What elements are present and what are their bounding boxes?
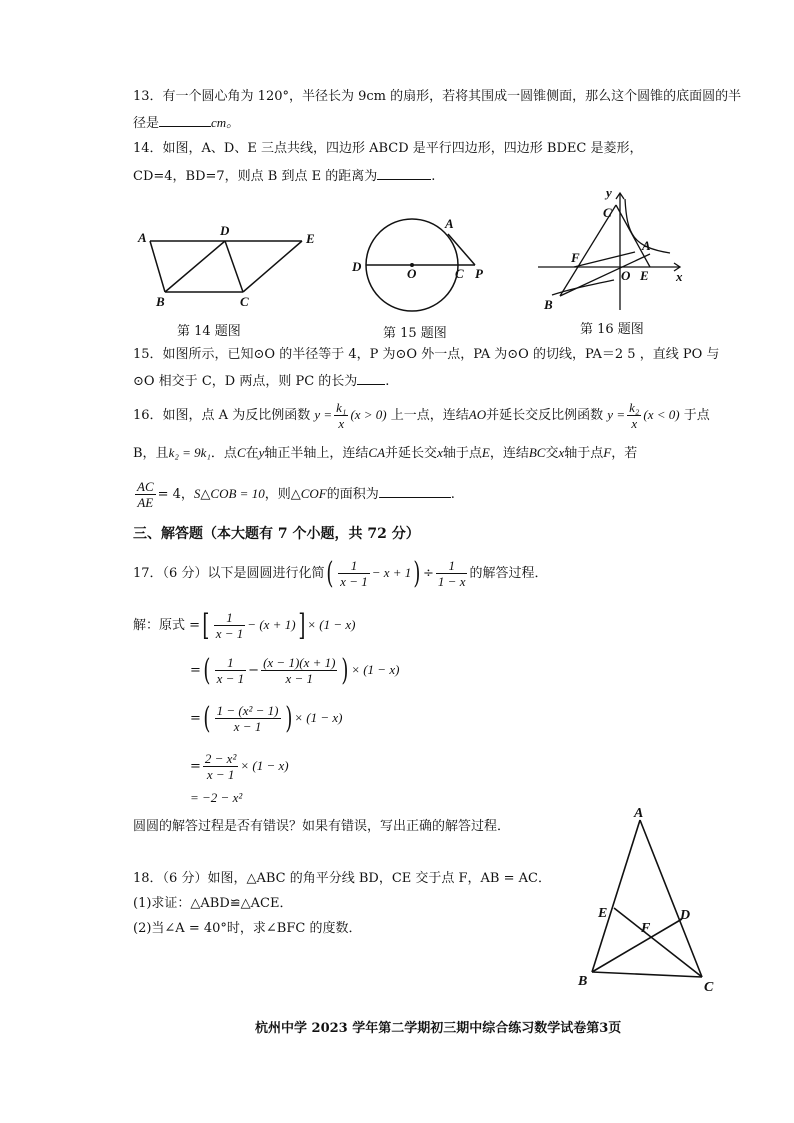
- figure-18: [570, 805, 720, 1000]
- q17-question: 圆圆的解答过程是否有错误？如果有错误，写出正确的解答过程．: [133, 819, 511, 834]
- fig15-label-a: A: [445, 216, 454, 231]
- q14-line2: CD=4，BD=7，则点 B 到点 E 的距离为 .: [133, 169, 436, 184]
- fig16-label-x: x: [676, 269, 683, 284]
- fig14-label-e: E: [306, 231, 315, 246]
- q17-step4: = $\frac{\text{2 − x²}}{x - 1}$ × (1 − x): [190, 751, 289, 782]
- q15-line2: ⊙O 相交于 C，D 两点，则 PC 的长为 .: [133, 374, 390, 389]
- q17-step2: =( $\frac{1}{x - 1}$ − $\frac{(x - 1)(x + 1)}{x - 1}$ ) × (1 − x): [190, 652, 400, 688]
- fig15-label-p: P: [475, 266, 483, 281]
- fig16-label-f: F: [571, 250, 580, 265]
- fig16-label-b: B: [544, 297, 553, 312]
- fig18-label-b: B: [578, 974, 588, 989]
- q18-line1: 18．（6 分）如图，△ABC 的角平分线 BD，CE 交于点 F，AB = AC．: [133, 871, 551, 886]
- fig16-caption: 第 16 题图: [580, 322, 644, 337]
- fig18-label-e: E: [598, 906, 608, 921]
- q17-step3: =( $\frac{\text{1 − (x² − 1)}}{x - 1}$ ) × (1 − x): [190, 700, 343, 736]
- q17-step1: 解：原式 =[ $\frac{1}{x - 1}$ − (x + 1)] × (1 − x): [133, 607, 356, 643]
- fig18-label-c: C: [704, 980, 714, 995]
- fig16-label-y: y: [606, 185, 612, 200]
- fig14-caption: 第 14 题图: [177, 324, 241, 339]
- q13-line2: 径是 cm。: [133, 115, 240, 131]
- section-3-heading: 三、解答题（本大题有 7 个小题，共 72 分）: [133, 526, 420, 542]
- fig14-label-b: B: [156, 294, 165, 309]
- fig15-label-c: C: [455, 266, 464, 281]
- fig15-label-o: O: [407, 266, 417, 281]
- q14-line1: 14．如图，A、D、E 三点共线，四边形 ABCD 是平行四边形，四边形 BDEC 是菱形，: [133, 141, 643, 156]
- answer-blank-13[interactable]: [159, 114, 211, 127]
- answer-blank-16[interactable]: [379, 485, 451, 498]
- fig18-label-f: F: [641, 921, 651, 936]
- fig16-label-e: E: [640, 268, 649, 283]
- fig14-label-d: D: [220, 223, 230, 238]
- figure-16: [530, 185, 695, 315]
- fig18-label-d: D: [680, 908, 691, 923]
- fig15-label-d: D: [352, 259, 362, 274]
- answer-blank-14[interactable]: [377, 167, 431, 180]
- q17-step5: = −2 − x²: [190, 790, 243, 805]
- page-footer: 杭州中学 2023 学年第二学期初三期中综合练习数学试卷第3页: [255, 1021, 622, 1036]
- fig16-label-c: C: [603, 205, 612, 220]
- answer-blank-15[interactable]: [357, 372, 385, 385]
- figure-15: [345, 210, 495, 320]
- fig15-caption: 第 15 题图: [383, 326, 447, 341]
- fig16-label-a: A: [642, 238, 651, 253]
- q18-line2: (1)求证：△ABD≌△ACE．: [133, 896, 293, 911]
- q16-line2: B，且k₂ = 9k₁．点C在y轴正半轴上，连结CA并延长交x轴于点E，连结BC交x轴于点F，若: [133, 445, 638, 461]
- q18-line3: (2)当∠A = 40°时，求∠BFC 的度数．: [133, 921, 362, 936]
- figure-14: [130, 222, 330, 312]
- fig14-label-a: A: [138, 230, 147, 245]
- q15-line1: 15．如图所示，已知⊙O 的半径等于 4，P 为⊙O 外一点，PA 为⊙O 的切线，PA＝2 5 ，直线 PO 与: [133, 347, 720, 362]
- q16-line3: $\frac{AC}{AE}$ = 4，S△COB = 10，则△COF的面积为 .: [137, 479, 455, 510]
- fig18-label-a: A: [634, 806, 644, 821]
- q17-head: 17．（6 分）以下是圆圆进行化简( $\frac{1}{x - 1}$ − x + 1) ÷ $\frac{1}{1 - x}$ 的解答过程．: [133, 555, 548, 591]
- fig16-label-o: O: [621, 268, 631, 283]
- fig14-label-c: C: [240, 294, 249, 309]
- q16-line1: 16．如图，点 A 为反比例函数 y = $\frac{\text{k₁}}{x}$ (x > 0) 上一点，连结AO并延长交反比例函数 y = $\frac{\text{k₂}}{x}$ (x < 0) 于点: [133, 400, 710, 431]
- q13-line1: 13．有一个圆心角为 120°，半径长为 9cm 的扇形，若将其围成一圆锥侧面，那么这个圆锥的底面圆的半: [133, 89, 742, 104]
